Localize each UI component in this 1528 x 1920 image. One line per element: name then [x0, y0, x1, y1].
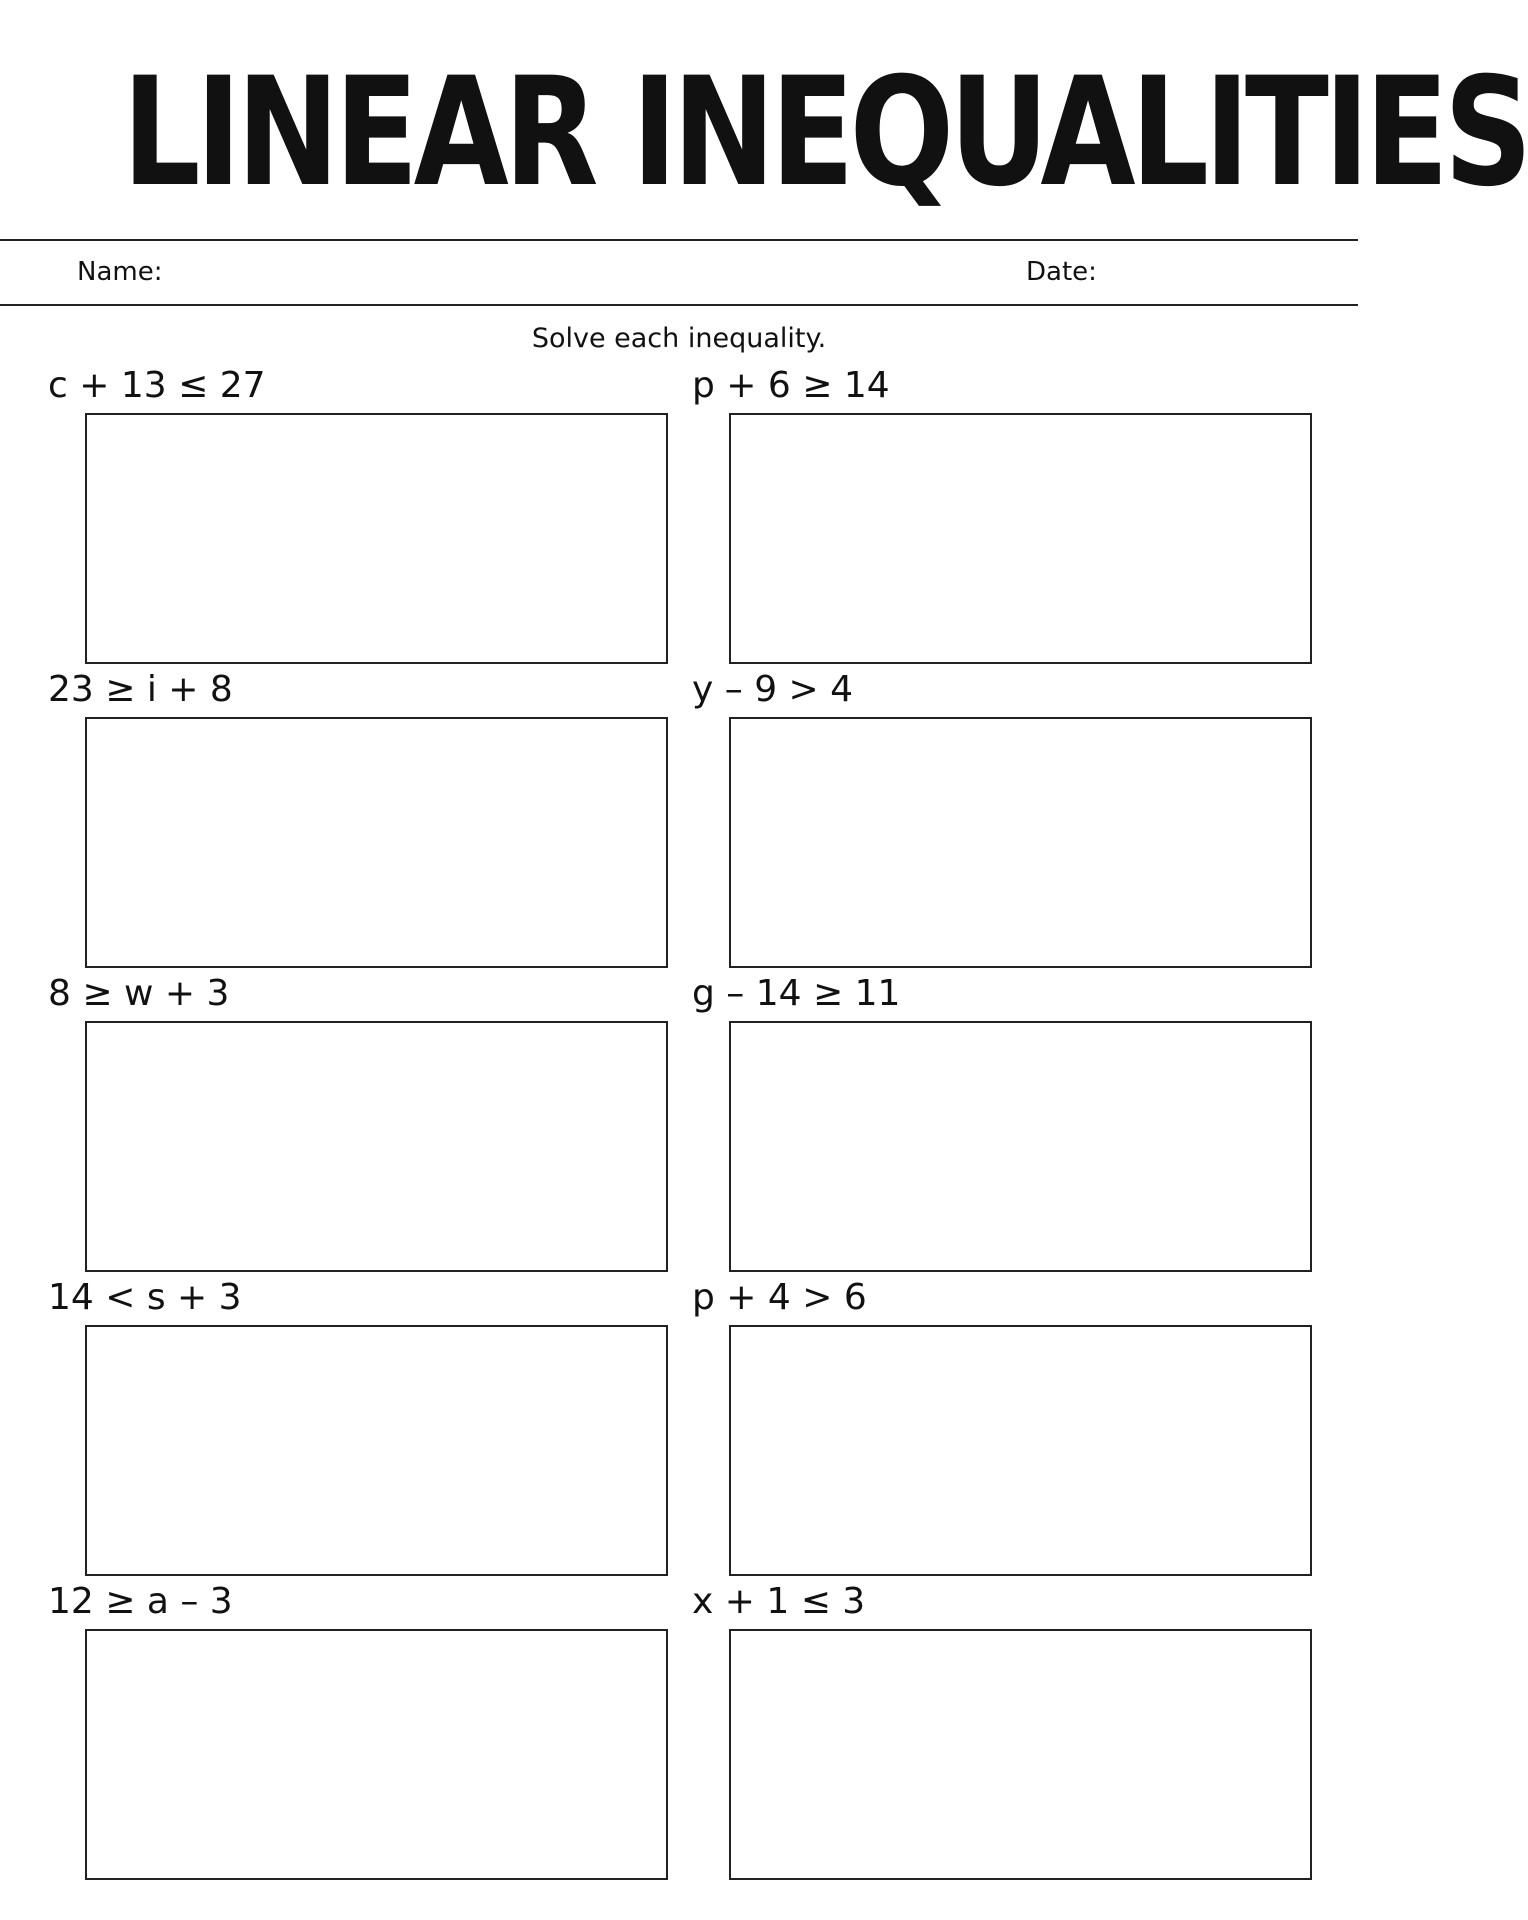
- answer-box[interactable]: [85, 717, 668, 968]
- worksheet-title: LINEAR INEQUALITIES: [122, 46, 1528, 220]
- problem-equation: 14 < s + 3: [48, 1277, 242, 1318]
- answer-box[interactable]: [729, 1021, 1312, 1272]
- problem-equation: y – 9 > 4: [692, 669, 854, 710]
- answer-box[interactable]: [729, 1629, 1312, 1880]
- answer-box[interactable]: [85, 1629, 668, 1880]
- problem-equation: 12 ≥ a – 3: [48, 1581, 233, 1622]
- problem-equation: x + 1 ≤ 3: [692, 1581, 866, 1622]
- problem-equation: c + 13 ≤ 27: [48, 365, 266, 406]
- answer-box[interactable]: [85, 1325, 668, 1576]
- problem-equation: p + 6 ≥ 14: [692, 365, 890, 406]
- problem-equation: g – 14 ≥ 11: [692, 973, 901, 1014]
- name-label: Name:: [77, 257, 163, 287]
- answer-box[interactable]: [729, 717, 1312, 968]
- problem-equation: p + 4 > 6: [692, 1277, 867, 1318]
- answer-box[interactable]: [729, 1325, 1312, 1576]
- answer-box[interactable]: [85, 413, 668, 664]
- answer-box[interactable]: [729, 413, 1312, 664]
- instructions: Solve each inequality.: [531, 323, 827, 354]
- problem-equation: 8 ≥ w + 3: [48, 973, 230, 1014]
- problem-equation: 23 ≥ i + 8: [48, 669, 233, 710]
- header-bottom-rule: [0, 304, 1358, 306]
- date-label: Date:: [1026, 257, 1097, 287]
- answer-box[interactable]: [85, 1021, 668, 1272]
- header-top-rule: [0, 239, 1358, 241]
